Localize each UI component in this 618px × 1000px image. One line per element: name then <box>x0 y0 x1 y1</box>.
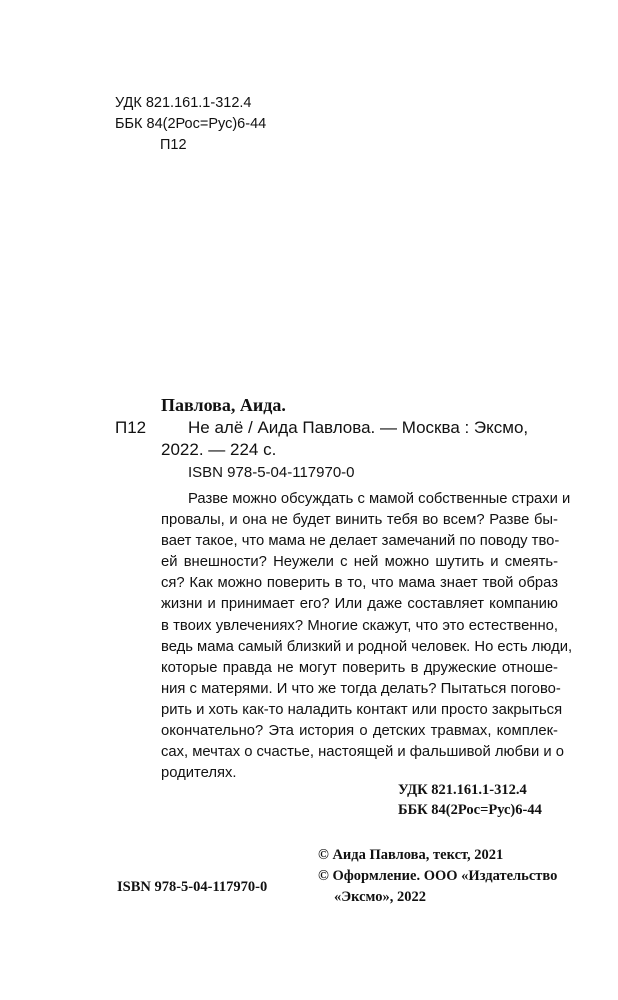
annotation <box>161 489 573 784</box>
copyright-text-line: © Аида Павлова, текст, 2021 <box>318 847 504 863</box>
udk-code: УДК 821.161.1-312.4 <box>115 95 252 111</box>
annotation-line: вает такое, что мама не делает замечаний по поводу тво- <box>161 533 560 550</box>
annotation-line: сах, мечтах о счастье, настоящей и фальшивой любви и о <box>161 744 564 761</box>
author-mark: П12 <box>160 137 187 153</box>
annotation-line: ния с матерями. И что же тогда делать? Пытаться погово- <box>161 680 561 697</box>
copyright-publisher-line: «Эксмо», 2022 <box>334 889 426 905</box>
bottom-udk-code: УДК 821.161.1-312.4 <box>398 782 527 798</box>
annotation-line: которые правда не могут поверить в дружеские отноше- <box>161 659 558 676</box>
bottom-bbk-code: ББК 84(2Рос=Рус)6-44 <box>398 802 542 818</box>
annotation-line: в твоих увлечениях? Многие скажут, что это естественно, <box>161 617 558 634</box>
isbn-record: ISBN 978-5-04-117970-0 <box>188 464 355 481</box>
annotation-line: ей внешности? Неужели с ней можно шутить и смеять- <box>161 554 558 571</box>
annotation-line: провалы, и она не будет винить тебя во всем? Разве бы- <box>161 512 558 529</box>
title-line-2: 2022. — 224 с. <box>161 440 277 459</box>
bottom-isbn: ISBN 978-5-04-117970-0 <box>117 879 268 895</box>
annotation-line: Разве можно обсуждать с мамой собственные страхи и <box>188 491 571 507</box>
annotation-line: родителях. <box>161 765 237 782</box>
annotation-line: рить и хоть как-то наладить контакт или просто закрыться <box>161 701 563 718</box>
record-author-mark: П12 <box>115 418 147 437</box>
annotation-line: ся? Как можно поверить в то, что мама знает твой образ <box>161 575 558 592</box>
annotation-line: жизни и принимает его? Или даже составляет компанию <box>161 596 558 613</box>
annotation-line: окончательно? Эта история о детских травмах, комплек- <box>161 723 558 740</box>
annotation-line: ведь мама самый близкий и родной человек. Но есть люди, <box>161 638 573 655</box>
bbk-code: ББК 84(2Рос=Рус)6-44 <box>115 116 267 132</box>
author-heading: Павлова, Аида. <box>161 395 286 415</box>
title-line-1: Не алё / Аида Павлова. — Москва : Эксмо, <box>188 418 529 437</box>
copyright-design-line: © Оформление. ООО «Издательство <box>318 868 558 884</box>
